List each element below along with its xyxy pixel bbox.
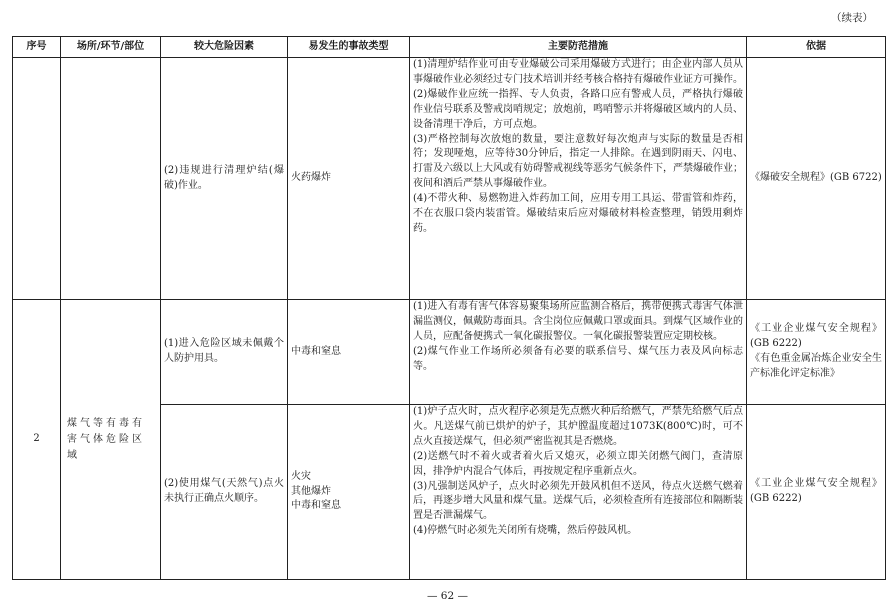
header-measures: 主要防范措施 bbox=[410, 37, 747, 58]
table-row bbox=[13, 300, 886, 405]
header-basis: 依据 bbox=[747, 37, 886, 58]
table-row bbox=[13, 58, 886, 300]
measure-item: (3)严格控制每次放炮的数量，要注意数好每次炮声与实际的数量是否相符；发现哑炮，应等待30分钟后，指定一人排除。在遇到阴雨天、闪电、打雷及六级以上大风或有妨碍警戒视线等恶劣气候条件下，严禁爆破作业；夜间和酒后严禁从事爆破作业。 bbox=[413, 133, 743, 190]
measures-cell bbox=[410, 58, 747, 300]
continuation-label: （续表） bbox=[831, 12, 873, 24]
accident-cell: 火灾 其他爆炸 中毒和窒息 bbox=[288, 405, 410, 580]
basis-cell: 《爆破安全规程》(GB 6722) bbox=[747, 58, 886, 300]
seq-cell bbox=[13, 58, 61, 300]
header-accident: 易发生的事故类型 bbox=[288, 37, 410, 58]
location-cell: 煤气等有毒有害气体危险区域 bbox=[61, 300, 161, 580]
hazard-cell: (2)使用煤气(天然气)点火未执行正确点火顺序。 bbox=[161, 405, 288, 580]
page-number: — 62 — bbox=[426, 590, 469, 602]
basis-cell: 《工业企业煤气安全规程》(GB 6222) 《有色重金属冶炼企业安全生产标准化评定标准》 bbox=[747, 300, 886, 405]
header-hazard: 较大危险因素 bbox=[161, 37, 288, 58]
hazard-table bbox=[12, 36, 886, 580]
table-header-row bbox=[13, 37, 886, 58]
accident-cell: 中毒和窒息 bbox=[288, 300, 410, 405]
measures-cell bbox=[410, 300, 747, 405]
basis-cell: 《工业企业煤气安全规程》(GB 6222) bbox=[747, 405, 886, 580]
measure-item: (1)清理炉结作业可由专业爆破公司采用爆破方式进行；由企业内部人员从事爆破作业必须经过专门技术培训并经考核合格持有爆破作业证方可操作。 bbox=[413, 59, 743, 85]
measure-item: (1)炉子点火时，点火程序必须是先点燃火种后给燃气，严禁先给燃气后点火。凡送煤气前已烘炉的炉子，其炉膛温度超过1073K(800℃)时，可不点火直接送煤气，但必须严密监视其是否燃烧。 bbox=[413, 406, 743, 447]
measure-item: (4)停燃气时必须先关闭所有烧嘴，然后停鼓风机。 bbox=[413, 525, 638, 537]
hazard-cell: (2)违规进行清理炉结(爆破)作业。 bbox=[161, 58, 288, 300]
measure-item: (2)煤气作业工作场所必须备有必要的联系信号、煤气压力表及风向标志等。 bbox=[413, 345, 743, 372]
seq-cell: 2 bbox=[13, 300, 61, 580]
measure-item: (4)不带火种、易燃物进入炸药加工间，应用专用工具运、带雷管和炸药，不在衣服口袋内装雷管。爆破结束后应对爆破材料检查整理，销毁用剩炸药。 bbox=[413, 193, 743, 234]
measures-cell bbox=[410, 405, 747, 580]
measure-item: (2)爆破作业应统一指挥、专人负责，各路口应有警戒人员，严格执行爆破作业信号联系及警戒岗哨规定；放炮前，鸣哨警示并将爆破区域内的人员、设备清理干净后，方可点炮。 bbox=[413, 88, 743, 130]
location-cell bbox=[61, 58, 161, 300]
measure-item: (1)进入有毒有害气体容易聚集场所应监测合格后，携带便携式毒害气体泄漏监测仪，佩戴防毒面具。含尘岗位应佩戴口罩或面具。到煤气区域作业的人员，应配备便携式一氧化碳报警仪。一氧化碳报警装置应定期校核。 bbox=[413, 301, 743, 342]
hazard-cell: (1)进入危险区域未佩戴个人防护用具。 bbox=[161, 300, 288, 405]
accident-cell: 火药爆炸 bbox=[288, 58, 410, 300]
measure-item: (2)送燃气时不着火或者着火后又熄灭，必须立即关闭燃气阀门，查清原因，排净炉内混合气体后，再按规定程序重新点火。 bbox=[413, 450, 743, 477]
measure-item: (3)凡强制送风炉子，点火时必须先开鼓风机但不送风，待点火送燃气燃着后，再逐步增大风量和煤气量。送煤气后，必须检查所有连接部位和隔断装置是否泄漏煤气。 bbox=[413, 480, 743, 522]
header-seq: 序号 bbox=[13, 37, 61, 58]
header-location: 场所/环节/部位 bbox=[61, 37, 161, 58]
